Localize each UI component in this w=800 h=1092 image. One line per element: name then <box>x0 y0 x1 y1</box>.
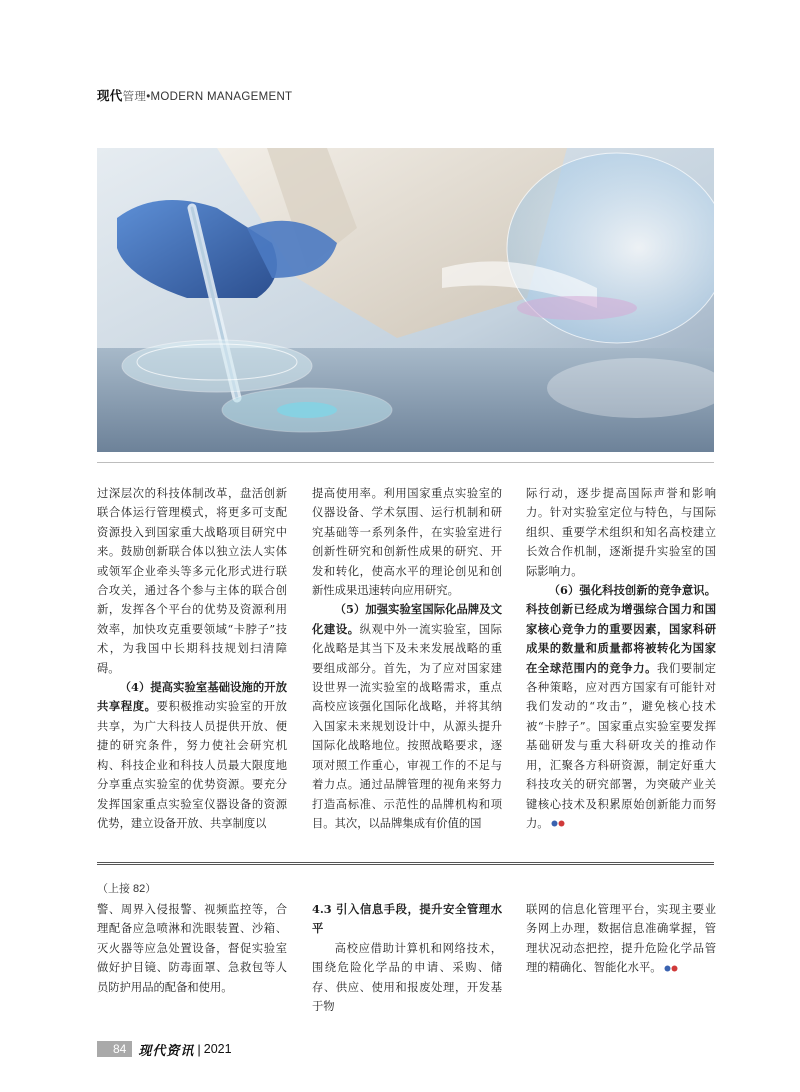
cont-c3-text: 联网的信息化管理平台，实现主要业务网上办理，数据信息准确掌握，管理状况动态把控，提升危险化学品管理的精确化、智能化水平。 <box>526 903 716 975</box>
c2-body: 纵观中外一流实验室，国际化战略是其当下及未来发展战略的重要组成部分。首先，为了应对国家建设世界一流实验室的战略需求，重点高校应该强化国际化战略，并将其纳入国家未来规划设计中，从源头提升国际化战略地位。按照战略要求，逐项对照工作重心，审视工作的不足与着力点。通过品牌管理的视角来努力打造高标准、示范性的品牌机构和项目。其次，以品牌集成有价值的国 <box>312 622 502 830</box>
c1-paragraph-2 <box>97 678 287 833</box>
c2-paragraph-1: 提高使用率。利用国家重点实验室的仪器设备、学术氛围、运行机制和研究基础等一系列条件，在实验室进行创新性研究和创新性成果的研究、开发和转化，使高水平的理论创见和创新性成果迅速转向应用研究。 <box>312 487 502 598</box>
lab-photo <box>97 148 714 452</box>
continued-label: （上接 82） <box>97 883 157 895</box>
c3-body: 我们要制定各种策略，应对西方国家有可能针对我们发动的“攻击”，避免核心技术被“卡脖子”。国家重点实验室要发挥基础研发与重大科研攻关的推动作用，汇聚各方科研资源，制定好重大科技攻关的研究部署，为突破产业关键核心技术及积累原始创新能力而努力。 <box>526 661 716 830</box>
section-double-rule <box>97 862 714 865</box>
c1-subheading: （4）提高实验室基础设施的开放共享程度。 <box>97 680 287 714</box>
header-cn-bold: 现代 <box>97 89 123 103</box>
c1-paragraph-1: 过深层次的科技体制改革，盘活创新联合体运行管理模式，将更多可支配资源投入到国家重大战略项目研究中来。鼓励创新联合体以独立法人实体或领军企业牵头等多元化形式进行联合攻关，通过各个参与主体的联合创新，发挥各个平台的优势及资源利用效率，加快攻克重要领域“卡脖子”技术，为我国中长期科技规划扫清障碍。 <box>97 487 287 675</box>
journal-name: 现代资讯 <box>138 1043 195 1059</box>
cont-c1-text: 警、周界入侵报警、视频监控等，合理配备应急喷淋和洗眼装置、沙箱、灭火器等应急处置设备，督促实验室做好护目镜、防毒面罩、急救包等人员防护用品的配备和使用。 <box>97 903 287 994</box>
c3-paragraph-1: 际行动，逐步提高国际声誉和影响力。针对实验室定位与特色，与国际组织、重要学术组织和知名高校建立长效合作机制，逐渐提升实验室的国际影响力。 <box>526 487 716 578</box>
article-end-icon <box>551 820 565 827</box>
cont-column-2 <box>312 900 502 1016</box>
column-1 <box>97 484 287 833</box>
header-cn: 管理 <box>122 91 147 103</box>
header-en: MODERN MANAGEMENT <box>150 91 293 103</box>
petri-dish <box>122 340 312 392</box>
c2-subheading: （5）加强实验室国际化品牌及文化建设。 <box>312 602 502 636</box>
cont-c2-body: 高校应借助计算机和网络技术，围绕危险化学品的申请、采购、储存、供应、使用和报废处理，开发基于物 <box>312 941 502 1014</box>
footer-year: 2021 <box>203 1042 232 1056</box>
header-dot: • <box>146 91 151 103</box>
top-rule <box>97 462 714 463</box>
cont-column-3 <box>526 900 716 978</box>
running-header <box>97 86 292 102</box>
cont-c3-paragraph <box>526 900 716 978</box>
footer-separator: | <box>197 1041 201 1057</box>
page-footer <box>97 1040 232 1058</box>
cont-column-1 <box>97 900 287 997</box>
cont-c2-heading: 4.3 引入信息手段，提升安全管理水平 <box>312 902 502 936</box>
c3-paragraph-2 <box>526 581 716 833</box>
article-end-icon-2 <box>664 965 678 972</box>
column-3 <box>526 484 716 833</box>
c1-body: 要积极推动实验室的开放共享，为广大科技人员提供开放、便捷的研究条件，努力使社会研究机构、科技企业和科技人员最大限度地分享重点实验室的优势资源。要充分发挥国家重点实验室仪器设备的资源优势，建立设备开放、共享制度以 <box>97 700 287 830</box>
page-number: 84 <box>97 1041 132 1057</box>
c2-paragraph-2 <box>312 600 502 833</box>
lab-illustration <box>97 148 714 452</box>
c3-subheading: （6）强化科技创新的竞争意识。科技创新已经成为增强综合国力和国家核心竞争力的重要因素，国家科研成果的数量和质量都将被转化为国家在全球范围内的竞争力。 <box>526 583 716 675</box>
column-2 <box>312 484 502 833</box>
